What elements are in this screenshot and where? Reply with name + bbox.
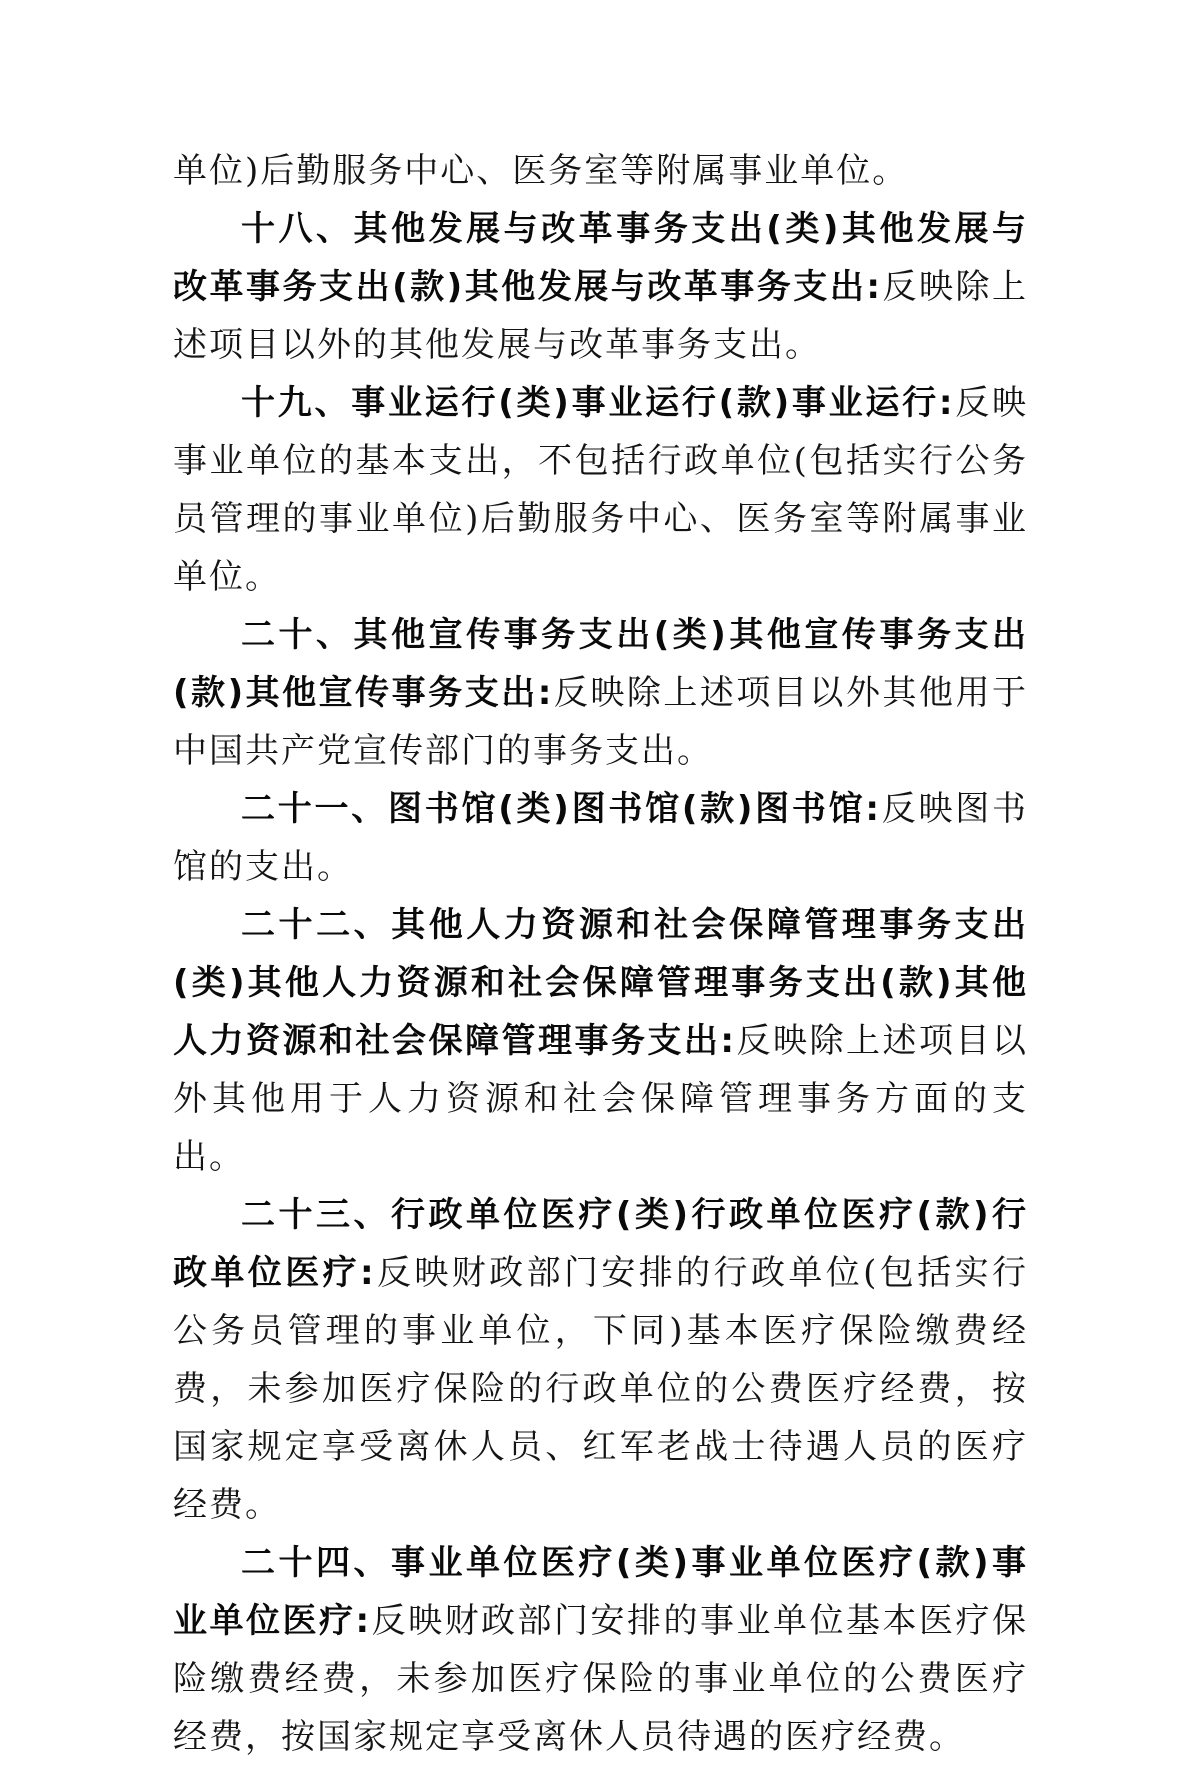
section-text: 反映事业单位的基本支出，不包括行政单位(包括实行公务员管理的事业单位)后勤服务中心、医务室等附属事业单位。 xyxy=(173,383,1028,597)
section-heading: 二十、其他宣传事务支出(类)其他宣传事务支出(款)其他宣传事务支出: xyxy=(173,615,1028,713)
section-heading: 二十四、事业单位医疗(类)事业单位医疗(款)事业单位医疗: xyxy=(173,1543,1028,1641)
section-20 xyxy=(173,606,1028,780)
section-text: 反映图书馆的支出。 xyxy=(173,789,1028,887)
section-22 xyxy=(173,896,1028,1186)
section-text: 反映财政部门安排的事业单位基本医疗保险缴费经费，未参加医疗保险的事业单位的公费医疗经费，按国家规定享受离休人员待遇的医疗经费。 xyxy=(173,1601,1028,1757)
section-text: 反映除上述项目以外其他用于人力资源和社会保障管理事务方面的支出。 xyxy=(173,1021,1028,1177)
paragraph-text: 单位)后勤服务中心、医务室等附属事业单位。 xyxy=(173,151,909,191)
continuation-paragraph xyxy=(173,142,1028,200)
section-text: 反映除上述项目以外其他用于中国共产党宣传部门的事务支出。 xyxy=(173,673,1028,771)
section-19 xyxy=(173,374,1028,606)
section-heading: 十九、事业运行(类)事业运行(款)事业运行: xyxy=(241,383,955,423)
document-page xyxy=(173,142,1028,1766)
section-18 xyxy=(173,200,1028,374)
section-heading: 二十一、图书馆(类)图书馆(款)图书馆: xyxy=(241,789,881,829)
section-text: 反映除上述项目以外的其他发展与改革事务支出。 xyxy=(173,267,1028,365)
section-21 xyxy=(173,780,1028,896)
section-heading: 二十二、其他人力资源和社会保障管理事务支出(类)其他人力资源和社会保障管理事务支出(款)其他人力资源和社会保障管理事务支出: xyxy=(173,905,1028,1061)
section-text: 反映财政部门安排的行政单位(包括实行公务员管理的事业单位，下同)基本医疗保险缴费经费，未参加医疗保险的行政单位的公费医疗经费，按国家规定享受离休人员、红军老战士待遇人员的医疗经费。 xyxy=(173,1253,1028,1525)
section-23 xyxy=(173,1186,1028,1534)
section-24 xyxy=(173,1534,1028,1766)
section-heading: 十八、其他发展与改革事务支出(类)其他发展与改革事务支出(款)其他发展与改革事务支出: xyxy=(173,209,1028,307)
section-heading: 二十三、行政单位医疗(类)行政单位医疗(款)行政单位医疗: xyxy=(173,1195,1028,1293)
